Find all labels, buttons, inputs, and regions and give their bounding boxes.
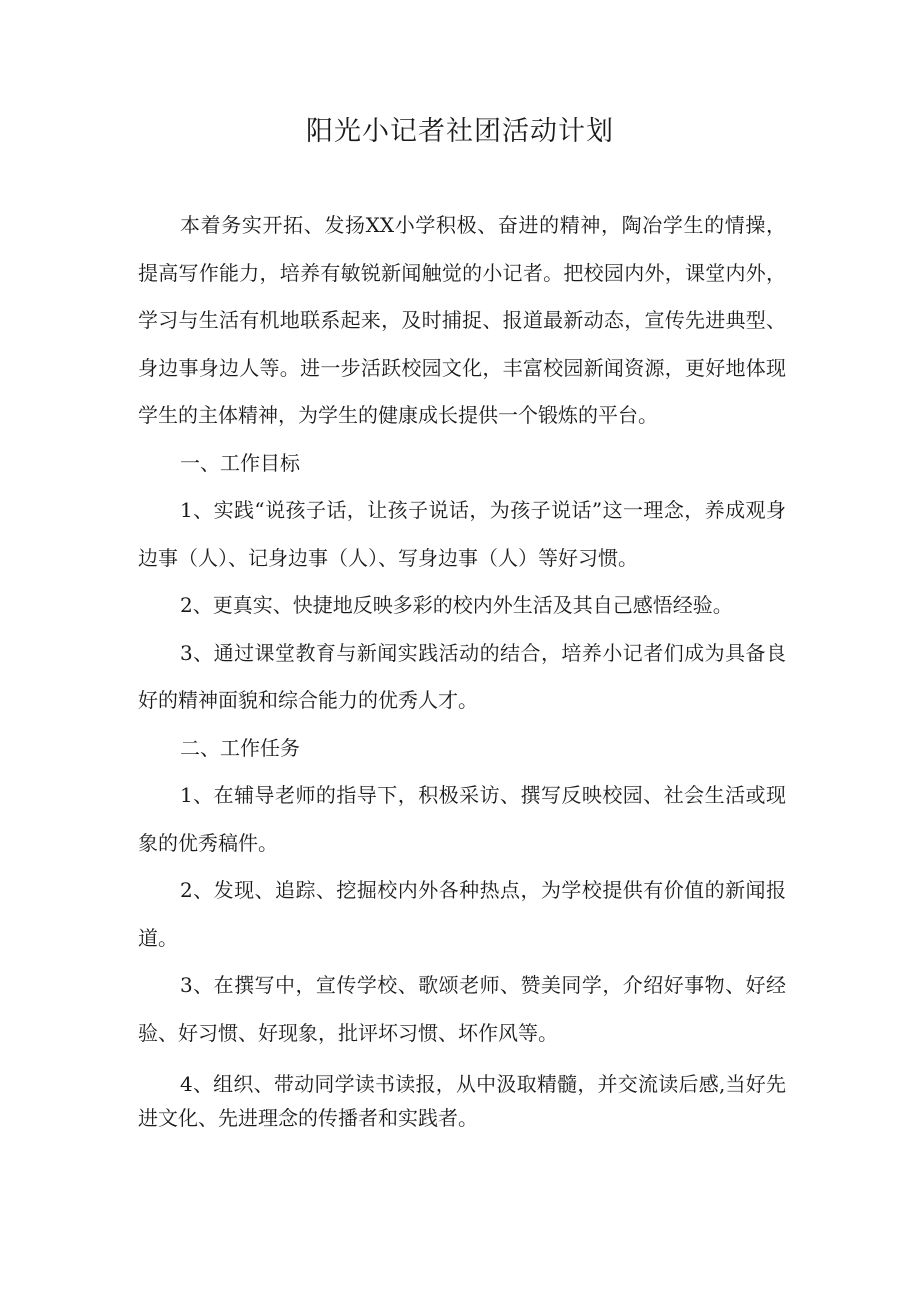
task-item-2: 2、发现、追踪、挖掘校内外各种热点，为学校提供有价值的新闻报道。 bbox=[138, 878, 786, 950]
goal-item-1: 1、实践“说孩子话，让孩子说话，为孩子说话”这一理念，养成观身边事（人）、记身边事（人）、写身边事（人）等好习惯。 bbox=[138, 498, 786, 570]
document-body bbox=[138, 202, 786, 1135]
section-heading-goals: 一、工作目标 bbox=[180, 450, 300, 475]
intro-paragraph: 本着务实开拓、发扬XX小学积极、奋进的精神，陶冶学生的情操，提高写作能力，培养有敏锐新闻触觉的小记者。把校园内外，课堂内外，学习与生活有机地联系起来，及时捕捉、报道最新动态，宣传先进典型、身边事身边人等。进一步活跃校园文化，丰富校园新闻资源，更好地体现学生的主体精神，为学生的健康成长提供一个锻炼的平台。 bbox=[138, 213, 786, 427]
task-item-3: 3、在撰写中，宣传学校、歌颂老师、赞美同学，介绍好事物、好经验、好习惯、好现象，批评坏习惯、坏作风等。 bbox=[138, 973, 786, 1045]
goal-item-2: 2、更真实、快捷地反映多彩的校内外生活及其自己感悟经验。 bbox=[180, 593, 733, 617]
section-heading-tasks: 二、工作任务 bbox=[180, 735, 300, 760]
goal-item-3: 3、通过课堂教育与新闻实践活动的结合，培养小记者们成为具备良好的精神面貌和综合能力的优秀人才。 bbox=[138, 640, 786, 712]
task-item-4: 4、组织、带动同学读书读报，从中汲取精髓，并交流读后感,当好先进文化、先进理念的传播者和实践者。 bbox=[138, 1072, 786, 1130]
document-title: 阳光小记者社团活动计划 bbox=[306, 116, 614, 147]
task-item-1: 1、在辅导老师的指导下，积极采访、撰写反映校园、社会生活或现象的优秀稿件。 bbox=[138, 783, 786, 855]
